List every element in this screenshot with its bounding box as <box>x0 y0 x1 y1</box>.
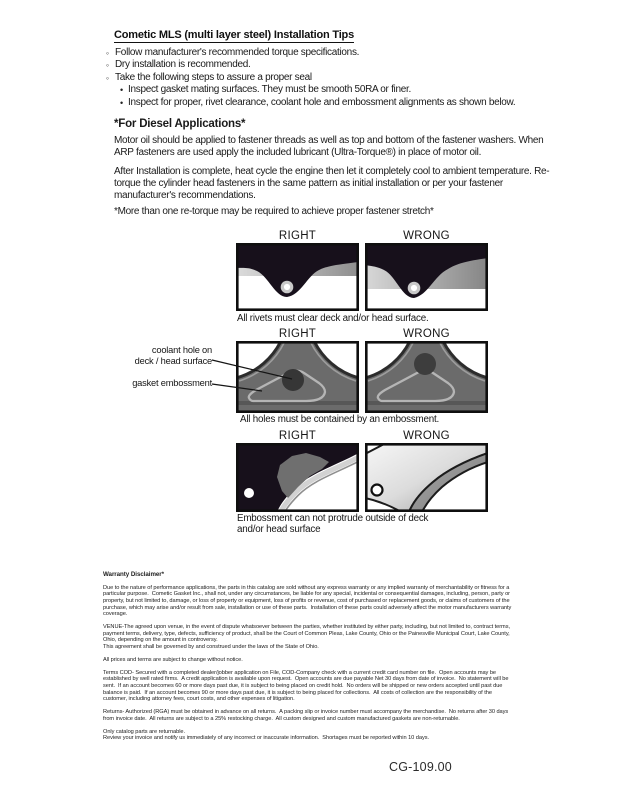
list-item-text: Inspect for proper, rivet clearance, coolant hole and embossment alignments as shown below. <box>128 96 516 108</box>
warranty-paragraph: Due to the nature of performance applications, the parts in this catalog are sold without any express warranty or any implied warranty of merchantability or fitness for a particular purpose. Cometic Gasket Inc., shall not, under any circumstances, be liable for any special, incidental or consequential damages, including, person, party or property, but not limited to, damage, or loss of property or equipment, loss of profits or revenue, cost of purchased or replacement goods, or claims of customers of the purchase, which may arise and/or result from sale, installation or use of these parts. Installation of these parts could adversely affect the motor manufacturers warranty coverage. <box>103 584 513 618</box>
installation-tips-list <box>106 47 515 109</box>
returnable-text: Only catalog parts are returnable. <box>103 728 186 735</box>
row3-right-label: RIGHT <box>278 430 317 442</box>
callout-coolant-hole <box>108 345 212 367</box>
row2-right-label: RIGHT <box>278 328 317 340</box>
governing-law-text: This agreement shall be governed by and construed under the laws of the State of Ohio. <box>103 644 319 651</box>
prices-paragraph: All prices and terms are subject to change without notice. <box>103 656 243 663</box>
bullet-marker: ◦ <box>106 72 109 83</box>
caption-line: Embossment can not protrude outside of deck <box>237 513 429 524</box>
page-title: Cometic MLS (multi layer steel) Installation Tips <box>114 29 354 41</box>
review-text: Review your invoice and notify us immediately of any incorrect or inaccurate information. Shortages must be reported within 10 days. <box>103 735 429 742</box>
callout-text: deck / head surface <box>134 356 212 366</box>
list-item <box>106 59 515 71</box>
callout-text: coolant hole on <box>151 345 212 355</box>
callout-gasket-embossment: gasket embossment <box>132 378 212 388</box>
row2-wrong-label: WRONG <box>403 328 450 340</box>
diesel-applications-heading: *For Diesel Applications* <box>114 118 246 130</box>
venue-text: VENUE-The agreed upon venue, in the event of dispute whatsoever between the parties, whether instituted by either party, including, but not limited to, contract terms, payment terms, delivery, type, defects, sufficiency of product, shall be the Court of Common Pleas, Lake County, Ohio or the Painesville Municipal Court, Lake County, Ohio, depending on the amount in controversy. <box>103 624 512 644</box>
caption-line: and/or head surface <box>237 524 321 536</box>
row3-caption <box>237 513 428 535</box>
list-item-text: Follow manufacturer's recommended torque specifications. <box>115 47 360 58</box>
list-item-text: Dry installation is recommended. <box>115 59 251 71</box>
row1-right-label: RIGHT <box>278 230 317 242</box>
embossment-right-diagram <box>236 443 359 512</box>
bullet-marker: ◦ <box>106 60 109 71</box>
list-item <box>106 47 515 59</box>
list-item-text: Inspect gasket mating surfaces. They must be smooth 50RA or finer. <box>128 84 411 96</box>
row1-wrong-label: WRONG <box>403 230 450 242</box>
list-item <box>106 72 515 84</box>
retorque-note: *More than one re-torque may be required to achieve proper fastener stretch* <box>114 206 434 217</box>
coolant-hole-wrong-diagram <box>365 341 488 413</box>
warranty-heading: Warranty Disclaimer* <box>103 571 165 578</box>
diesel-paragraph-2: After Installation is complete, heat cycle the engine then let it completely cool to ambient temperature. Re-torque the cylinder head fasteners in the same pattern as initial installation or per your fastener manufacturer's recommendations. <box>114 166 550 202</box>
bullet-marker: • <box>120 97 123 108</box>
row3-wrong-label: WRONG <box>403 430 450 442</box>
sub-list-item <box>120 84 515 96</box>
returns-paragraph: Returns- Authorized (RGA) must be obtained in advance on all returns. A packing slip or invoice number must accompany the merchandise. No returns after 30 days from invoice date. All returns are subject to a 25% restocking charge. All custom designed and custom manufactured gaskets are non-returnable. <box>103 709 510 722</box>
returnable-paragraph <box>103 729 516 742</box>
venue-paragraph <box>103 624 516 651</box>
row2-caption: All holes must be contained by an embossment. <box>240 414 440 425</box>
list-item-text: Take the following steps to assure a proper seal <box>115 71 312 83</box>
page-code: CG-109.00 <box>389 760 452 774</box>
bullet-marker: ◦ <box>106 48 109 58</box>
embossment-wrong-diagram <box>365 443 488 512</box>
bullet-marker: • <box>120 85 123 96</box>
rivet-clearance-right-diagram <box>236 243 359 311</box>
row1-caption: All rivets must clear deck and/or head surface. <box>237 313 429 324</box>
rivet-clearance-wrong-diagram <box>365 243 488 311</box>
diesel-paragraph-1: Motor oil should be applied to fastener threads as well as top and bottom of the fastener washers. When ARP fasteners are used apply the included lubricant (Ultra-Torque®) in place of motor oil. <box>114 135 544 159</box>
warranty-disclaimer <box>103 572 516 748</box>
sub-list-item <box>120 97 515 109</box>
terms-paragraph: Terms COD- Secured with a completed dealer/jobber application on File, COD-Company check with a current credit card number on file. Open accounts may be established by well rated firms. A credit application is available upon request. Open accounts are due payable Net 30 days from date of invoice. No statement will be sent. If an account becomes 60 or more days past due, it is subject to being placed on credit hold. No orders will be shipped or new orders accepted until past due balance is paid. If an account becomes 90 or more days past due, it is subject to being placed for collections. All costs of collection are the responsibility of the customer, including attorney fees, court costs, and other expenses of litigation. <box>103 669 511 703</box>
coolant-hole-right-diagram <box>236 341 359 413</box>
